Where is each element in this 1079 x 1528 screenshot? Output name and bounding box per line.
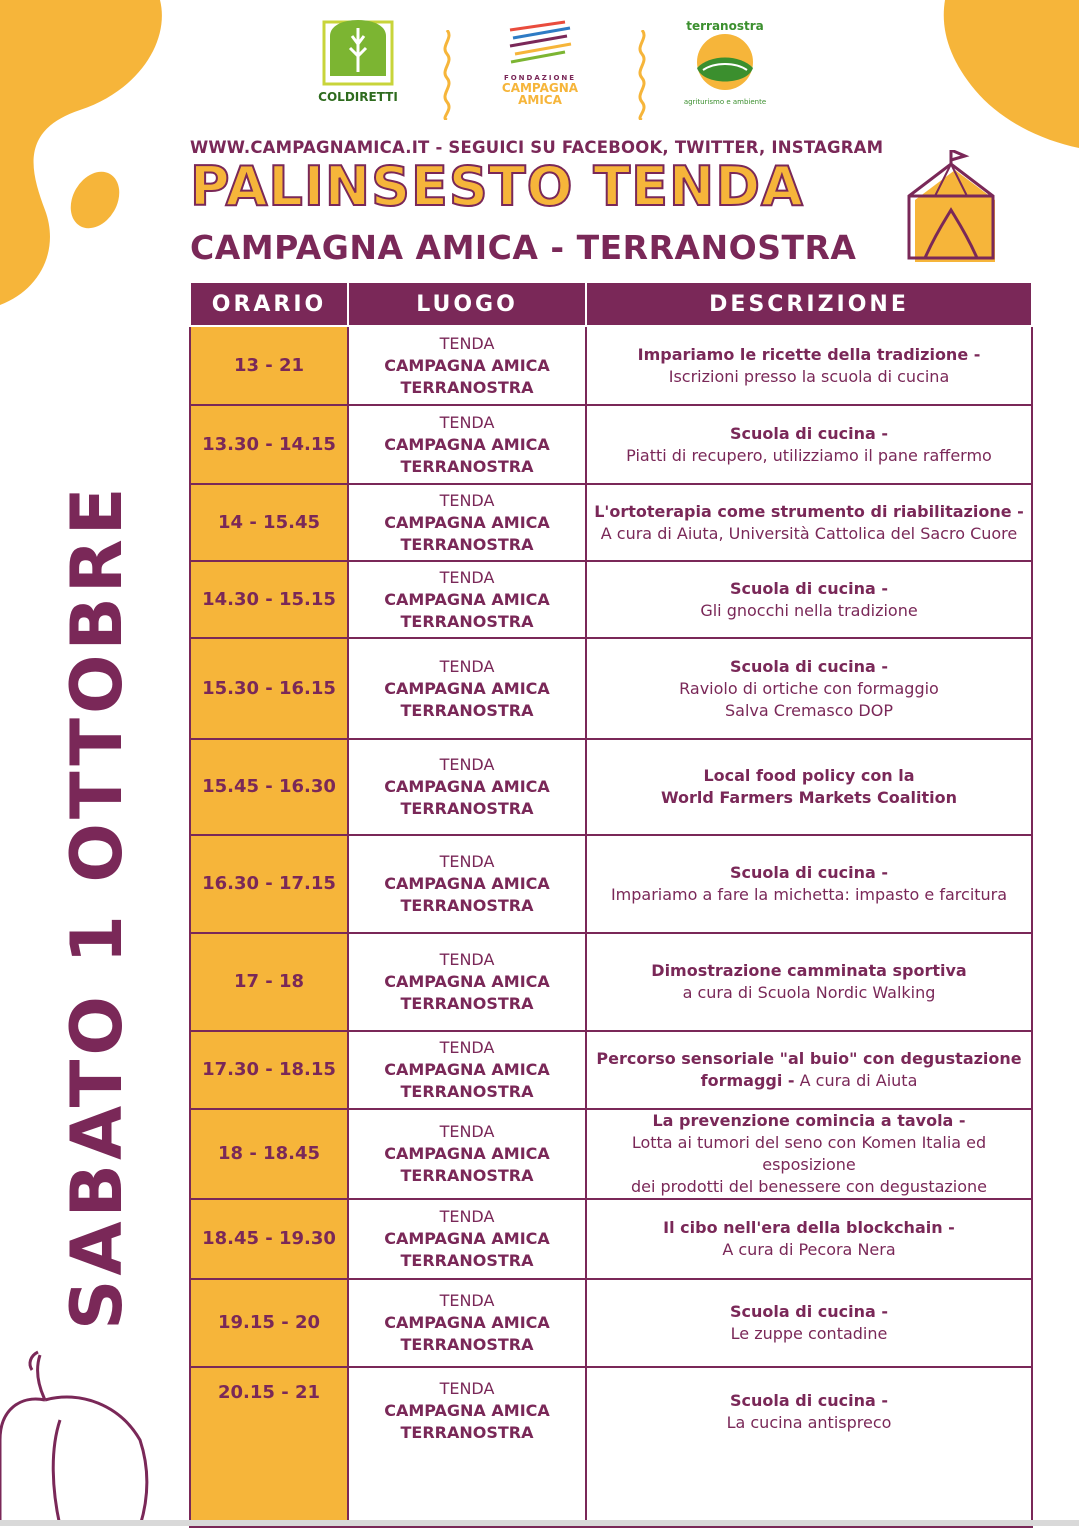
description-title: Impariamo le ricette della tradizione - xyxy=(637,344,981,364)
time-cell: 19.15 - 20 xyxy=(190,1279,348,1367)
terranostra-arc-text: terranostra xyxy=(686,19,764,33)
place-line: TENDA xyxy=(439,1207,495,1226)
description-cell xyxy=(586,1279,1032,1367)
campagna-amica-logo xyxy=(495,20,585,106)
place-line: TERRANOSTRA xyxy=(400,994,534,1013)
place-cell xyxy=(348,326,586,405)
description-detail: Piatti di recupero, utilizziamo il pane raffermo xyxy=(626,445,992,465)
time-cell: 13.30 - 14.15 xyxy=(190,405,348,484)
time-cell: 14.30 - 15.15 xyxy=(190,561,348,638)
place-cell xyxy=(348,835,586,933)
description-title: Scuola di cucina - xyxy=(730,656,888,676)
description-cell xyxy=(586,326,1032,405)
column-header-orario: ORARIO xyxy=(190,283,348,326)
description-detail: Le zuppe contadine xyxy=(730,1324,888,1343)
description-cell xyxy=(586,561,1032,638)
description-cell xyxy=(586,1199,1032,1279)
page-title: PALINSESTO TENDA xyxy=(190,155,804,218)
time-cell: 18 - 18.45 xyxy=(190,1109,348,1199)
place-line: TENDA xyxy=(439,333,495,353)
place-cell xyxy=(348,405,586,484)
place-line: CAMPAGNA AMICA xyxy=(384,874,550,893)
website-social-line: WWW.CAMPAGNAMICA.IT - SEGUICI SU FACEBOOK, TWITTER, INSTAGRAM xyxy=(190,138,884,157)
place-line: TERRANOSTRA xyxy=(400,1423,534,1442)
description-detail: Iscrizioni presso la scuola di cucina xyxy=(668,366,950,386)
tent-icon xyxy=(895,150,1015,270)
coldiretti-emblem-icon xyxy=(322,16,394,86)
description-title-line2-text: World Farmers Markets Coalition xyxy=(660,788,958,807)
description-cell xyxy=(586,405,1032,484)
table-row xyxy=(190,933,1032,1031)
description-title: Scuola di cucina - xyxy=(730,1302,888,1321)
squiggle-divider-icon xyxy=(440,30,454,120)
place-cell xyxy=(348,933,586,1031)
description-title: La prevenzione comincia a tavola - xyxy=(652,1111,966,1130)
time-cell: 18.45 - 19.30 xyxy=(190,1199,348,1279)
coldiretti-logo xyxy=(318,16,398,104)
description-title: Scuola di cucina - xyxy=(730,1391,888,1410)
place-line: CAMPAGNA AMICA xyxy=(384,777,550,796)
place-line: TENDA xyxy=(439,755,495,774)
description-cell xyxy=(586,933,1032,1031)
description-cell xyxy=(586,1109,1032,1199)
place-line: TENDA xyxy=(439,852,495,871)
table-row xyxy=(190,638,1032,739)
description-title-line2-text: formaggi - xyxy=(700,1071,795,1090)
time-cell: 15.45 - 16.30 xyxy=(190,739,348,835)
description-detail: Raviolo di ortiche con formaggio xyxy=(679,678,939,698)
description-detail: A cura di Aiuta, Università Cattolica del Sacro Cuore xyxy=(600,523,1018,543)
place-line: CAMPAGNA AMICA xyxy=(384,1229,550,1248)
logo-row xyxy=(300,10,780,120)
time-cell: 15.30 - 16.15 xyxy=(190,638,348,739)
description-cell xyxy=(586,638,1032,739)
time-cell: 17.30 - 18.15 xyxy=(190,1031,348,1109)
fondazione-text: FONDAZIONE xyxy=(503,74,577,82)
place-line: TERRANOSTRA xyxy=(400,896,534,915)
description-title: Percorso sensoriale "al buio" con degustazione xyxy=(596,1049,1022,1068)
description-detail: Lotta ai tumori del seno con Komen Italia ed esposizione xyxy=(631,1133,987,1174)
time-cell: 17 - 18 xyxy=(190,933,348,1031)
place-line: CAMPAGNA AMICA xyxy=(384,355,550,375)
table-row xyxy=(190,1279,1032,1367)
table-header-row xyxy=(190,283,1032,326)
amica-text: AMICA xyxy=(518,93,562,107)
campagna-amica-stripes-icon xyxy=(505,20,575,70)
table-row xyxy=(190,1367,1032,1527)
terranostra-logo xyxy=(680,18,770,106)
table-row xyxy=(190,1109,1032,1199)
place-line: TENDA xyxy=(439,1122,495,1141)
place-line: CAMPAGNA AMICA xyxy=(384,1144,550,1163)
place-line: TERRANOSTRA xyxy=(400,1082,534,1101)
table-row xyxy=(190,326,1032,405)
description-title: Scuola di cucina - xyxy=(730,863,888,882)
pepper-outline-decoration xyxy=(0,1350,160,1526)
place-cell xyxy=(348,1279,586,1367)
description-detail: La cucina antispreco xyxy=(726,1413,892,1432)
top-left-blob-decoration xyxy=(0,0,170,310)
place-line: TERRANOSTRA xyxy=(400,611,534,631)
place-line: CAMPAGNA AMICA xyxy=(384,512,550,532)
time-cell: 20.15 - 21 xyxy=(190,1367,348,1527)
table-row xyxy=(190,1031,1032,1109)
description-title: L'ortoterapia come strumento di riabilitazione - xyxy=(594,501,1024,521)
description-cell xyxy=(586,484,1032,561)
top-right-blob-decoration xyxy=(930,0,1079,150)
place-line: TENDA xyxy=(439,1291,495,1310)
place-line: TENDA xyxy=(439,412,495,432)
description-title-line2 xyxy=(593,1070,1025,1092)
place-line: TERRANOSTRA xyxy=(400,456,534,476)
table-row xyxy=(190,484,1032,561)
place-line: TENDA xyxy=(439,567,495,587)
time-cell: 16.30 - 17.15 xyxy=(190,835,348,933)
description-detail: A cura di Pecora Nera xyxy=(722,1240,896,1259)
table-row xyxy=(190,405,1032,484)
place-cell xyxy=(348,561,586,638)
table-row xyxy=(190,835,1032,933)
place-line: CAMPAGNA AMICA xyxy=(384,1060,550,1079)
place-cell xyxy=(348,638,586,739)
description-title: Scuola di cucina - xyxy=(730,423,888,443)
place-line: TENDA xyxy=(439,1038,495,1057)
description-detail: Salva Cremasco DOP xyxy=(725,700,893,720)
vertical-date-label: SABATO 1 OTTOBRE xyxy=(56,483,138,1330)
place-cell xyxy=(348,1199,586,1279)
description-detail: a cura di Scuola Nordic Walking xyxy=(682,983,936,1002)
campagna-text: CAMPAGNA xyxy=(501,81,579,95)
description-detail: dei prodotti del benessere con degustazione xyxy=(630,1177,988,1196)
time-cell: 14 - 15.45 xyxy=(190,484,348,561)
place-line: TERRANOSTRA xyxy=(400,1335,534,1354)
time-cell: 13 - 21 xyxy=(190,326,348,405)
column-header-descrizione: DESCRIZIONE xyxy=(586,283,1032,326)
place-line: CAMPAGNA AMICA xyxy=(384,1313,550,1332)
place-line: TERRANOSTRA xyxy=(400,1166,534,1185)
bottom-edge-bar xyxy=(0,1520,1079,1526)
place-cell xyxy=(348,484,586,561)
place-line: CAMPAGNA AMICA xyxy=(384,589,550,609)
place-cell xyxy=(348,1367,586,1527)
place-line: TERRANOSTRA xyxy=(400,799,534,818)
description-cell xyxy=(586,835,1032,933)
place-cell xyxy=(348,1031,586,1109)
terranostra-emblem-icon xyxy=(685,18,765,94)
table-row xyxy=(190,1199,1032,1279)
place-line: TENDA xyxy=(439,950,495,969)
terranostra-tagline: agriturismo e ambiente xyxy=(683,98,767,106)
place-line: TERRANOSTRA xyxy=(400,700,534,720)
column-header-luogo: LUOGO xyxy=(348,283,586,326)
coldiretti-text: COLDIRETTI xyxy=(318,90,398,104)
table-row xyxy=(190,561,1032,638)
description-inline-detail: A cura di Aiuta xyxy=(794,1071,918,1090)
squiggle-divider-icon xyxy=(635,30,649,120)
place-line: CAMPAGNA AMICA xyxy=(384,434,550,454)
place-line: CAMPAGNA AMICA xyxy=(384,678,550,698)
description-title: Il cibo nell'era della blockchain - xyxy=(663,1218,955,1237)
description-title: Scuola di cucina - xyxy=(730,578,888,598)
place-line: TENDA xyxy=(439,490,495,510)
description-cell xyxy=(586,739,1032,835)
place-line: TERRANOSTRA xyxy=(400,534,534,554)
description-title: Local food policy con la xyxy=(703,766,915,785)
description-detail: Gli gnocchi nella tradizione xyxy=(700,600,918,620)
table-row xyxy=(190,739,1032,835)
page-subtitle: CAMPAGNA AMICA - TERRANOSTRA xyxy=(190,228,857,267)
place-line: CAMPAGNA AMICA xyxy=(384,972,550,991)
description-title: Dimostrazione camminata sportiva xyxy=(651,961,967,980)
schedule-table xyxy=(189,283,1033,1528)
description-cell xyxy=(586,1031,1032,1109)
place-cell xyxy=(348,1109,586,1199)
place-line: TENDA xyxy=(439,656,495,676)
place-cell xyxy=(348,739,586,835)
description-cell xyxy=(586,1367,1032,1527)
place-line: TERRANOSTRA xyxy=(400,1251,534,1270)
description-detail: Impariamo a fare la michetta: impasto e farcitura xyxy=(610,885,1008,904)
place-line: TERRANOSTRA xyxy=(400,377,534,397)
description-title-line2 xyxy=(593,787,1025,809)
place-line: CAMPAGNA AMICA xyxy=(384,1401,550,1420)
place-line: TENDA xyxy=(439,1379,495,1398)
